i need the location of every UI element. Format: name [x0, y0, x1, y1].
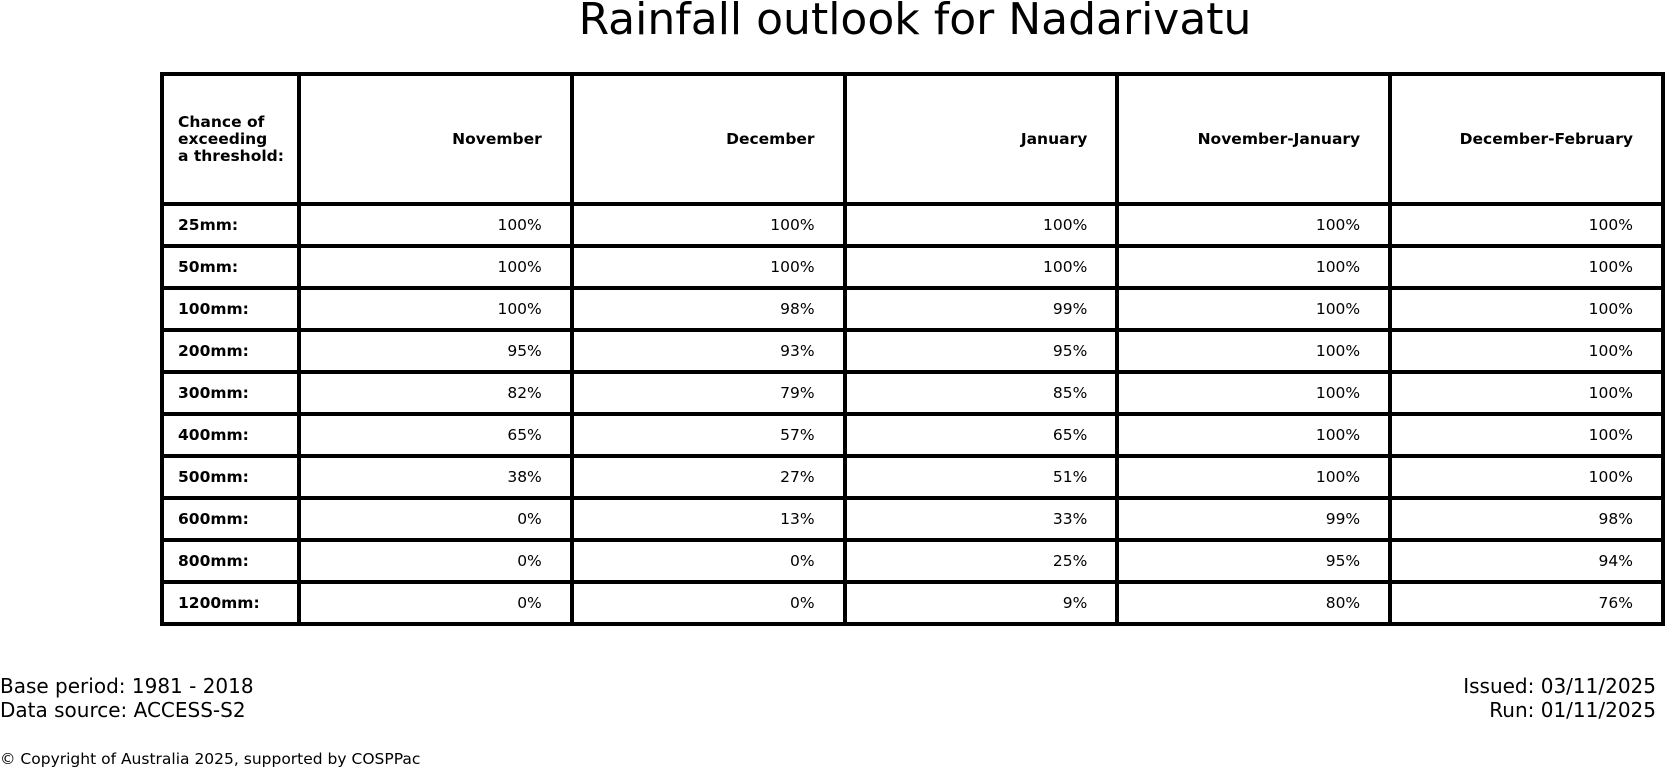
threshold-label: 500mm: — [162, 456, 299, 498]
corner-label-line: a threshold: — [178, 146, 284, 165]
probability-cell: 57% — [572, 414, 845, 456]
probability-cell: 100% — [572, 204, 845, 246]
table-row — [162, 330, 1663, 372]
probability-cell: 51% — [845, 456, 1118, 498]
table-body — [162, 204, 1663, 624]
probability-cell: 9% — [845, 582, 1118, 624]
column-header: November-January — [1117, 74, 1390, 204]
probability-cell: 95% — [1117, 540, 1390, 582]
issued-date: Issued: 03/11/2025 — [1463, 674, 1656, 698]
probability-cell: 100% — [1117, 246, 1390, 288]
chart-title: Rainfall outlook for Nadarivatu — [578, 0, 1252, 45]
rainfall-outlook-table — [160, 72, 1665, 626]
probability-cell: 38% — [299, 456, 572, 498]
probability-cell: 95% — [845, 330, 1118, 372]
base-period: Base period: 1981 - 2018 — [0, 674, 254, 698]
header-row — [162, 74, 1663, 204]
probability-cell: 80% — [1117, 582, 1390, 624]
data-source: Data source: ACCESS-S2 — [0, 698, 246, 722]
corner-label-line: exceeding — [178, 129, 268, 148]
probability-cell: 65% — [845, 414, 1118, 456]
probability-cell: 100% — [845, 246, 1118, 288]
probability-cell: 100% — [1390, 246, 1663, 288]
threshold-label: 400mm: — [162, 414, 299, 456]
table-row — [162, 246, 1663, 288]
probability-cell: 76% — [1390, 582, 1663, 624]
table-row — [162, 372, 1663, 414]
corner-label-line: Chance of — [178, 112, 265, 131]
threshold-label: 200mm: — [162, 330, 299, 372]
probability-cell: 13% — [572, 498, 845, 540]
probability-cell: 99% — [845, 288, 1118, 330]
probability-cell: 100% — [1390, 372, 1663, 414]
probability-cell: 93% — [572, 330, 845, 372]
footer-right — [1463, 674, 1656, 722]
probability-cell: 100% — [845, 204, 1118, 246]
probability-cell: 100% — [1390, 414, 1663, 456]
probability-cell: 100% — [1390, 204, 1663, 246]
table-row — [162, 288, 1663, 330]
corner-header-cell — [162, 74, 299, 204]
threshold-label: 300mm: — [162, 372, 299, 414]
probability-cell: 100% — [1117, 372, 1390, 414]
probability-cell: 100% — [1390, 330, 1663, 372]
threshold-label: 1200mm: — [162, 582, 299, 624]
column-header: December — [572, 74, 845, 204]
table-row — [162, 456, 1663, 498]
probability-cell: 100% — [572, 246, 845, 288]
probability-cell: 25% — [845, 540, 1118, 582]
probability-cell: 100% — [1117, 456, 1390, 498]
probability-cell: 33% — [845, 498, 1118, 540]
copyright-notice: © Copyright of Australia 2025, supported by COSPPac — [0, 750, 421, 768]
threshold-label: 100mm: — [162, 288, 299, 330]
probability-cell: 100% — [1117, 414, 1390, 456]
probability-cell: 95% — [299, 330, 572, 372]
threshold-label: 800mm: — [162, 540, 299, 582]
probability-cell: 82% — [299, 372, 572, 414]
table-row — [162, 582, 1663, 624]
probability-cell: 100% — [1390, 456, 1663, 498]
probability-cell: 98% — [572, 288, 845, 330]
run-date: Run: 01/11/2025 — [1489, 698, 1656, 722]
probability-cell: 100% — [1390, 288, 1663, 330]
probability-cell: 0% — [572, 540, 845, 582]
probability-cell: 99% — [1117, 498, 1390, 540]
column-header: January — [845, 74, 1118, 204]
probability-cell: 0% — [299, 540, 572, 582]
probability-cell: 0% — [572, 582, 845, 624]
probability-cell: 100% — [299, 288, 572, 330]
table-row — [162, 204, 1663, 246]
footer-left — [0, 674, 254, 722]
table-row — [162, 498, 1663, 540]
probability-cell: 85% — [845, 372, 1118, 414]
threshold-label: 600mm: — [162, 498, 299, 540]
probability-cell: 0% — [299, 582, 572, 624]
probability-cell: 100% — [1117, 288, 1390, 330]
probability-cell: 79% — [572, 372, 845, 414]
probability-cell: 100% — [1117, 330, 1390, 372]
probability-cell: 100% — [299, 204, 572, 246]
table-row — [162, 414, 1663, 456]
probability-cell: 0% — [299, 498, 572, 540]
column-header: November — [299, 74, 572, 204]
probability-cell: 100% — [1117, 204, 1390, 246]
probability-cell: 94% — [1390, 540, 1663, 582]
probability-cell: 100% — [299, 246, 572, 288]
column-header: December-February — [1390, 74, 1663, 204]
probability-cell: 27% — [572, 456, 845, 498]
threshold-label: 25mm: — [162, 204, 299, 246]
probability-cell: 98% — [1390, 498, 1663, 540]
table-row — [162, 540, 1663, 582]
probability-cell: 65% — [299, 414, 572, 456]
threshold-label: 50mm: — [162, 246, 299, 288]
